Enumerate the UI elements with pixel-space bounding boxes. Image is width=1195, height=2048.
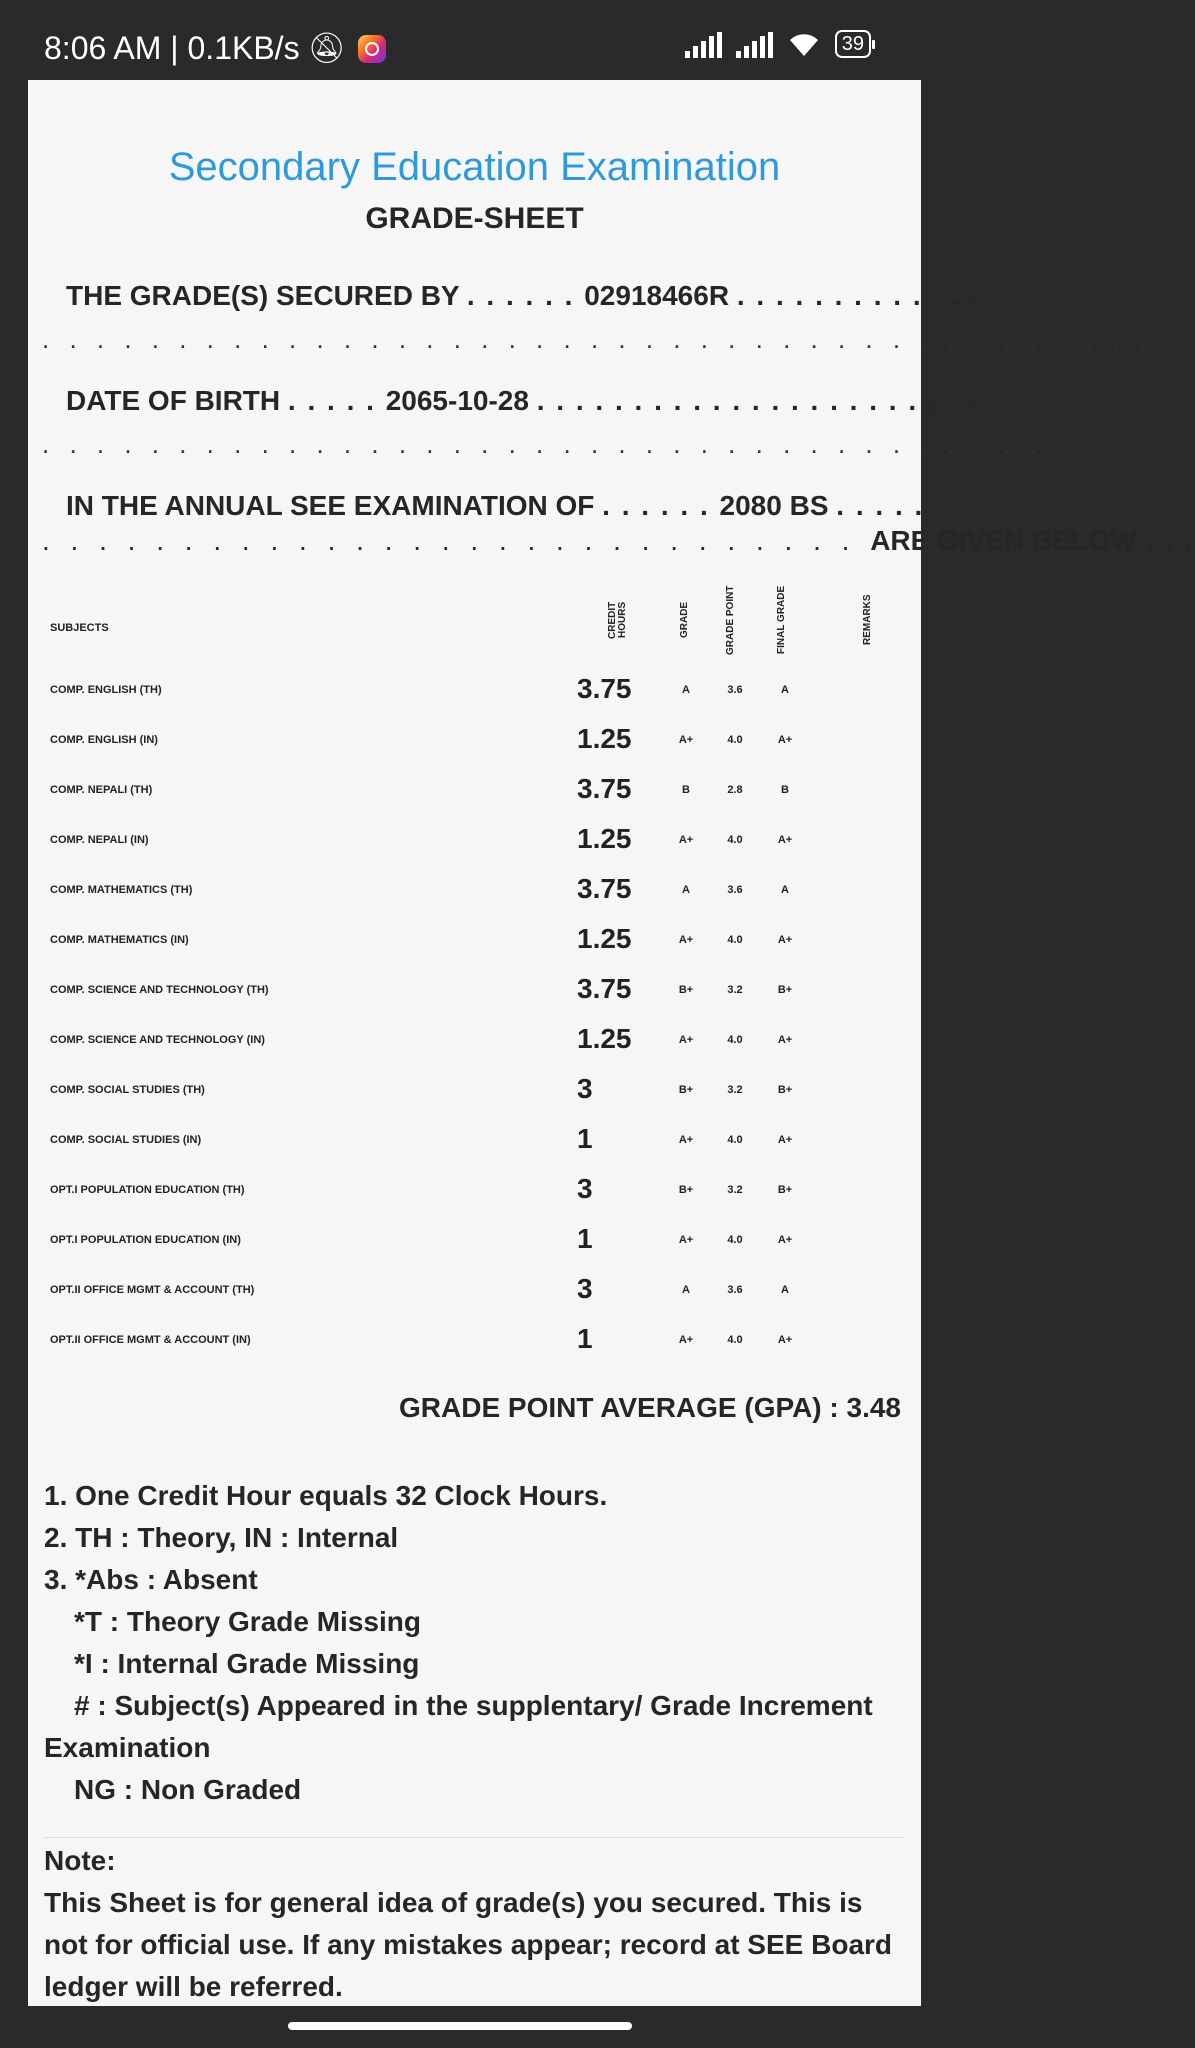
leader-dots: . . . . . . . . . . . . . . . . . . . . . . . . . . . . . <box>42 525 871 556</box>
credit-hours: 3.75 <box>577 873 632 904</box>
grade: A+ <box>678 834 694 846</box>
gpa-summary: GRADE POINT AVERAGE (GPA) : 3.48 <box>399 1392 901 1423</box>
note-supplementary-cont: Examination <box>44 1732 211 1763</box>
note-abs: 3. *Abs : Absent <box>44 1564 258 1595</box>
subject-name: COMP. SOCIAL STUDIES (IN) <box>50 1134 202 1146</box>
grade-point: 3.6 <box>727 684 743 696</box>
credit-hours: 3.75 <box>577 673 632 704</box>
grade-point: 3.6 <box>727 1284 743 1296</box>
table-row <box>28 717 921 767</box>
grade-point: 4.0 <box>727 1034 743 1046</box>
subject-name: COMP. MATHEMATICS (TH) <box>50 884 193 896</box>
exam-year: 2080 BS <box>719 490 829 521</box>
credit-hours: 1.25 <box>577 923 632 954</box>
final-grade: A <box>781 884 789 896</box>
grade: A+ <box>678 1334 694 1346</box>
credit-hours: 1 <box>577 1123 593 1154</box>
grade: A+ <box>678 734 694 746</box>
table-row <box>28 967 921 1017</box>
grade: B+ <box>678 1084 694 1096</box>
grade: A+ <box>678 934 694 946</box>
exam-line <box>66 490 924 522</box>
table-row <box>28 1117 921 1167</box>
subject-name: COMP. ENGLISH (TH) <box>50 684 162 696</box>
grades-table <box>28 585 921 1354</box>
subject-name: COMP. NEPALI (IN) <box>50 834 149 846</box>
credit-hours: 3.75 <box>577 973 632 1004</box>
grade-sheet-page <box>28 80 1195 2006</box>
grade: A <box>682 1284 690 1296</box>
final-grade: B+ <box>777 1084 793 1096</box>
credit-hours: 1.25 <box>577 723 632 754</box>
header-remarks: REMARKS <box>862 594 873 646</box>
final-grade: A <box>781 684 789 696</box>
wifi-icon <box>787 30 821 58</box>
navigation-bar <box>0 2006 921 2048</box>
sheet-title: GRADE-SHEET <box>365 202 584 235</box>
battery-icon: 39 <box>835 30 871 58</box>
signal-icon <box>685 32 722 58</box>
table-row <box>28 1017 921 1067</box>
symbol-number: 02918466R <box>584 280 730 311</box>
leader-dots-row: . . . . . . . . . . . . . . . . . . . . . . . . . . . . . . . . . . . . . <box>42 429 1044 459</box>
note-non-graded: NG : Non Graded <box>74 1774 302 1805</box>
divider <box>44 1837 905 1838</box>
table-row <box>28 767 921 817</box>
leader-dots: . . . . . . . . . . . . . . . . . . . . . . . <box>536 385 977 416</box>
header-grade-point: GRADE POINT <box>725 585 736 655</box>
leader-dots: . . . . . . <box>602 490 720 521</box>
exam-title: Secondary Education Examination <box>168 145 781 189</box>
given-below-text: ARE GIVEN BELOW <box>870 525 1137 556</box>
header-final-grade: FINAL GRADE <box>776 585 787 655</box>
leader-dots: . . . <box>1136 525 1195 556</box>
subject-name: COMP. ENGLISH (IN) <box>50 734 158 746</box>
exam-label: IN THE ANNUAL SEE EXAMINATION OF <box>66 490 595 521</box>
leader-dots: . . . . . <box>836 490 925 521</box>
signal-icon-2 <box>736 32 773 58</box>
final-grade: A+ <box>777 1134 793 1146</box>
grade-point: 4.0 <box>727 1334 743 1346</box>
status-left <box>44 30 386 67</box>
grade-point: 4.0 <box>727 1234 743 1246</box>
note-theory-missing: *T : Theory Grade Missing <box>74 1606 421 1637</box>
home-gesture-handle[interactable] <box>288 2022 632 2030</box>
grade: A+ <box>678 1034 694 1046</box>
subject-name: COMP. SCIENCE AND TECHNOLOGY (TH) <box>50 984 269 996</box>
credit-hours: 3 <box>577 1073 593 1104</box>
grade-point: 3.2 <box>727 1084 743 1096</box>
leader-dots-row: . . . . . . . . . . . . . . . . . . . . . . . . . . . . . . . . . . . . . . . . . <box>42 324 1154 354</box>
note-internal-missing: *I : Internal Grade Missing <box>74 1648 420 1679</box>
subject-name: OPT.I POPULATION EDUCATION (IN) <box>50 1234 241 1246</box>
table-row <box>28 1067 921 1117</box>
grade-point: 4.0 <box>727 834 743 846</box>
final-grade: A+ <box>777 834 793 846</box>
secured-by-line <box>66 280 981 312</box>
final-grade: A+ <box>777 1234 793 1246</box>
grade: A+ <box>678 1134 694 1146</box>
status-right <box>685 30 871 58</box>
table-row <box>28 917 921 967</box>
legend-notes <box>44 1475 873 1811</box>
grade-point: 3.2 <box>727 984 743 996</box>
table-row <box>28 1167 921 1217</box>
status-bar <box>0 0 921 80</box>
note-th-in: 2. TH : Theory, IN : Internal <box>44 1522 399 1553</box>
note-supplementary: # : Subject(s) Appeared in the supplentary/ Grade Increment <box>74 1690 873 1721</box>
grade-point: 3.6 <box>727 884 743 896</box>
subject-name: COMP. SOCIAL STUDIES (TH) <box>50 1084 205 1096</box>
disclaimer-note <box>44 1840 904 2008</box>
final-grade: A+ <box>777 934 793 946</box>
grade-point: 4.0 <box>727 1134 743 1146</box>
table-row <box>28 1217 921 1267</box>
subject-name: COMP. MATHEMATICS (IN) <box>50 934 189 946</box>
credit-hours: 3 <box>577 1173 593 1204</box>
leader-dots: . . . . . <box>287 385 386 416</box>
final-grade: A+ <box>777 734 793 746</box>
table-row <box>28 1267 921 1317</box>
dob-label: DATE OF BIRTH <box>66 385 281 416</box>
subject-name: OPT.II OFFICE MGMT & ACCOUNT (IN) <box>50 1334 251 1346</box>
status-time: 8:06 AM | 0.1KB/s <box>44 30 300 66</box>
dob-value: 2065-10-28 <box>385 385 529 416</box>
secured-by-label: THE GRADE(S) SECURED BY <box>66 280 460 311</box>
instagram-icon <box>358 35 386 63</box>
disclaimer-title: Note: <box>44 1845 116 1876</box>
header-subjects: SUBJECTS <box>50 622 109 634</box>
credit-hours: 1 <box>577 1223 593 1254</box>
table-row <box>28 867 921 917</box>
grade-point: 4.0 <box>727 934 743 946</box>
final-grade: A <box>781 1284 789 1296</box>
grade: B+ <box>678 1184 694 1196</box>
given-below-line <box>42 525 1195 557</box>
subject-name: OPT.II OFFICE MGMT & ACCOUNT (TH) <box>50 1284 255 1296</box>
final-grade: A+ <box>777 1334 793 1346</box>
final-grade: B+ <box>777 1184 793 1196</box>
grade: B+ <box>678 984 694 996</box>
header-credit-hours: CREDIT HOURS <box>607 601 628 639</box>
grade: B <box>682 784 690 796</box>
final-grade: B <box>781 784 789 796</box>
grade: A <box>682 884 690 896</box>
header-grade: GRADE <box>679 601 690 639</box>
table-row <box>28 1317 921 1367</box>
grade: A <box>682 684 690 696</box>
leader-dots: . . . . . . . . . . . . . <box>736 280 982 311</box>
grade-point: 3.2 <box>727 1184 743 1196</box>
subject-name: OPT.I POPULATION EDUCATION (TH) <box>50 1184 245 1196</box>
credit-hours: 1 <box>577 1323 593 1354</box>
grade-point: 4.0 <box>727 734 743 746</box>
disclaimer-body: This Sheet is for general idea of grade(s) you secured. This is not for official use. If any mistakes appear; record at SEE Board ledger will be referred. <box>44 1887 893 2002</box>
table-row <box>28 667 921 717</box>
credit-hours: 3 <box>577 1273 593 1304</box>
final-grade: A+ <box>777 1034 793 1046</box>
bell-off-icon: 🔕︎ <box>307 32 346 65</box>
final-grade: B+ <box>777 984 793 996</box>
credit-hours: 3.75 <box>577 773 632 804</box>
dob-line <box>66 385 977 417</box>
note-credit-hour: 1. One Credit Hour equals 32 Clock Hours. <box>44 1480 608 1511</box>
subject-name: COMP. SCIENCE AND TECHNOLOGY (IN) <box>50 1034 265 1046</box>
table-row <box>28 817 921 867</box>
credit-hours: 1.25 <box>577 1023 632 1054</box>
leader-dots: . . . . . . <box>466 280 585 311</box>
subject-name: COMP. NEPALI (TH) <box>50 784 153 796</box>
grade: A+ <box>678 1234 694 1246</box>
grade-point: 2.8 <box>727 784 743 796</box>
credit-hours: 1.25 <box>577 823 632 854</box>
